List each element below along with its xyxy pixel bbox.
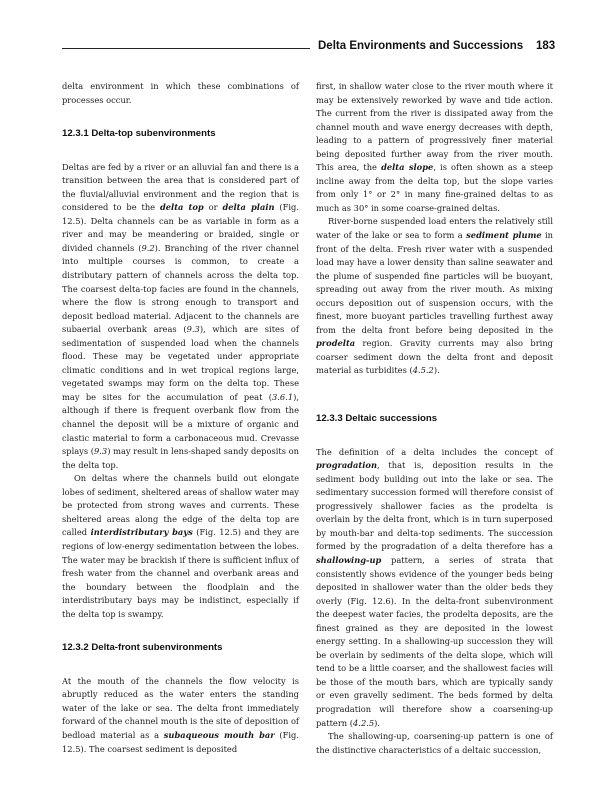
section-heading-12-3-3: 12.3.3 Deltaic successions: [316, 413, 438, 425]
paragraph-sediment-plume: River-borne suspended load enters the relatively still water of the lake or sea to form a sediment plume in front of the delta. Fresh river water with a suspended load may have a lower density than saline seawater and the plume of suspended fine particles will be buoyant, spreading out away from the river mouth. As mixing occurs deposition out of suspension occurs, with the finest, more buoyant particles travelling furthest away from the delta front before being deposited in the prodelta region. Gravity currents may also bring coarser sediment down the delta front and deposit material as turbidites (4.5.2).: [316, 216, 554, 376]
page-number: 183: [536, 40, 556, 52]
paragraph-interdistributary-bays: On deltas where the channels build out elongate lobes of sediment, sheltered areas of shallow water may be protected from strong waves and currents. These sheltered areas along the edge of the delta top are called interdistributary bays (Fig. 12.5) and they are regions of low-energy sedimentation between the lobes. The water may be brackish if there is sufficient influx of fresh water from the channel and overbank areas and the boundary between the floodplain and the interdistributary bays may be indistinct, especially if the delta top is swampy.: [62, 473, 299, 619]
paragraph-delta-top: Deltas are fed by a river or an alluvial fan and there is a transition between the area that is considered part of the fluvial/alluvial environment and the region that is considered to be the delta top or delta plain (Fig. 12.5). Delta channels can be as variable in form as a river and may be meandering or braided, single or divided channels (9.2). Branching of the river channel into multiple courses is common, to create a distributary pattern of channels across the delta top. The coarsest delta-top facies are found in the channels, where the flow is strong enough to transport and deposit bedload material. Adjacent to the channels are subaerial overbank areas (9.3), which are sites of sedimentation of suspended load when the channels flood. These may be vegetated under appropriate climatic conditions and in wet tropical regions large, vegetated swamps may form on the delta top. These may be sites for the accumulation of peat (3.6.1), although if there is frequent overbank flow from the channel the deposit will be a mixture of organic and clastic material to form a carbonaceous mud. Crevasse splays (9.3) may result in lens-shaped sandy deposits on the delta top.: [62, 161, 300, 470]
section-heading-12-3-1: 12.3.1 Delta-top subenvironments: [62, 128, 216, 140]
paragraph-delta-front: At the mouth of the channels the flow velocity is abruptly reduced as the water enters the standing water of the lake or sea. The delta front immediately forward of the channel mouth is the site of deposition of bedload material as a subaqueous mouth bar (Fig. 12.5). The coarsest sediment is deposited: [62, 675, 300, 754]
paragraph-shallowing-up: The shallowing-up, coarsening-up pattern is one of the distinctive characteristics of a deltaic succession,: [316, 731, 553, 755]
left-column: [62, 80, 299, 756]
section-heading-12-3-2: 12.3.2 Delta-front subenvironments: [62, 642, 223, 654]
paragraph-continued: delta environment in which these combinations of processes occur.: [62, 81, 299, 105]
running-header-title: Delta Environments and Successions: [318, 40, 524, 52]
paragraph-delta-slope: first, in shallow water close to the river mouth where it may be extensively reworked by wave and tide action. The current from the river is dissipated away from the channel mouth and wave energy decreases with depth, leading to a pattern of progressively finer material being deposited further away from the river mouth. This area, the delta slope, is often shown as a steep incline away from the delta top, but the slope varies from only 1° or 2° in many fine-grained deltas to as much as 30° in some coarse-grained deltas.: [316, 81, 553, 213]
header-rule: [62, 48, 310, 49]
right-column: [316, 80, 553, 757]
paragraph-deltaic-successions: The definition of a delta includes the concept of progradation, that is, deposition results in the sediment body building out into the lake or sea. The sedimentary succession formed will therefore consist of progressively shallower facies as the prodelta is overlain by the delta front, which is in turn superposed by mouth-bar and delta-top sediments. The succession formed by the progradation of a delta therefore has a shallowing-up pattern, a series of strata that consistently shows evidence of the younger beds being deposited in shallower water than the older beds they overly (Fig. 12.6). In the delta-front subenvironment the deepest water facies, the prodelta deposits, are the finest grained as they are deposited in the lowest energy setting. In a shallowing-up succession they will be overlain by sediments of the delta slope, which will tend to be a little coarser, and the shallowest facies will be those of the mouth bars, which are typically sandy or even gravelly sediment. The beds formed by delta progradation will therefore show a coarsening-up pattern (4.2.5).: [316, 446, 553, 728]
